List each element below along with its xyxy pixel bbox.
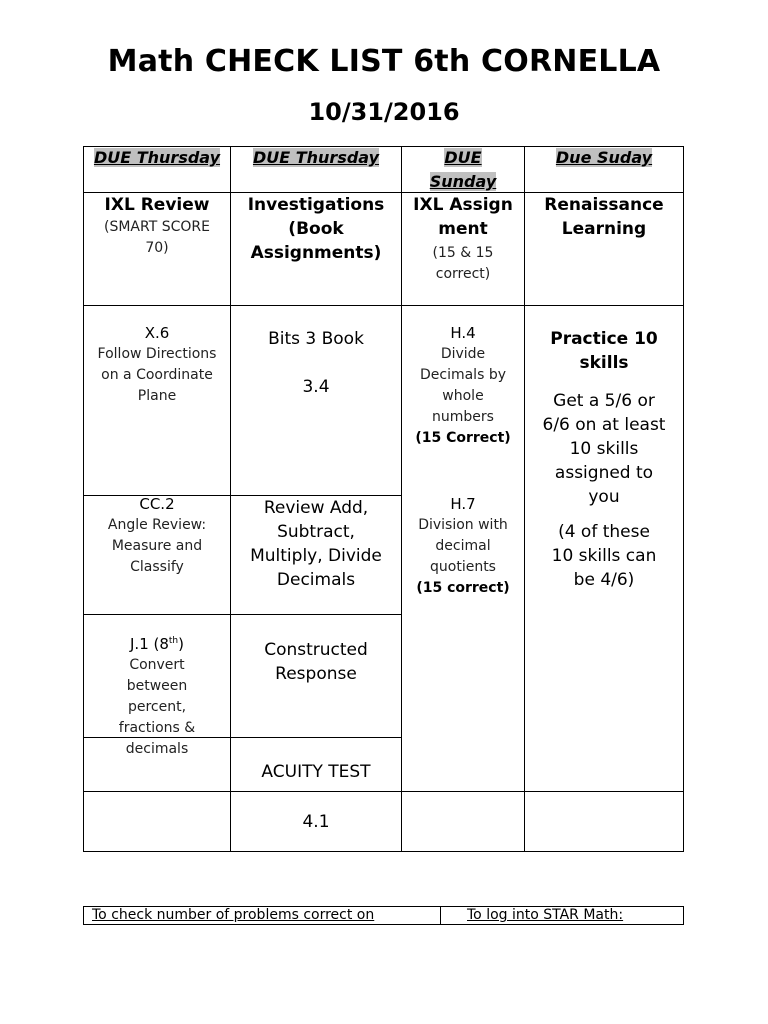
ixl-assignment-heading: IXL Assignment xyxy=(413,195,513,239)
skill-code: H.4 xyxy=(450,324,476,342)
ixl-review-heading: IXL Review xyxy=(104,195,210,215)
practice-skills-label: Practice 10 skills xyxy=(550,329,658,373)
ixl-item-h4 xyxy=(402,323,524,449)
header-col4: Due Suday xyxy=(555,148,653,167)
ixl-item-x6 xyxy=(84,323,230,407)
investigations-heading-cell xyxy=(231,193,401,265)
investigations-heading: Investigations (Book Assignments) xyxy=(247,195,385,263)
review-decimals-label: Review Add, Subtract, Multiply, Divide Decimals xyxy=(250,498,382,590)
renaissance-heading-cell xyxy=(525,193,683,241)
skill-code: CC.2 xyxy=(139,495,175,513)
section-41-label: 4.1 xyxy=(302,812,330,832)
section-41-item xyxy=(231,810,401,834)
renaissance-heading: Renaissance Learning xyxy=(544,195,664,239)
skill-code: H.7 xyxy=(450,495,476,513)
bits-book-section: 3.4 xyxy=(302,377,330,397)
constructed-response-item xyxy=(231,638,401,686)
acuity-test-item xyxy=(231,760,401,784)
score-exception-text: (4 of these 10 skills can be 4/6) xyxy=(551,522,657,590)
ixl-assignment-heading-cell xyxy=(402,193,524,285)
review-decimals-item xyxy=(231,496,401,592)
star-math-login-link[interactable]: To log into STAR Math: xyxy=(467,907,624,923)
skill-requirement: (15 Correct) xyxy=(415,430,511,446)
ixl-review-heading-cell xyxy=(84,193,230,259)
ixl-assignment-note: (15 & 15 correct) xyxy=(432,245,494,282)
skill-requirement: (15 correct) xyxy=(416,580,510,596)
skill-description: Angle Review: Measure and Classify xyxy=(107,517,207,575)
check-problems-link[interactable]: To check number of problems correct on xyxy=(92,907,375,923)
skill-description: Convert between percent, fractions & decimals xyxy=(118,657,196,757)
skill-description: Division with decimal quotients xyxy=(418,517,508,575)
smart-score-note: (SMART SCORE 70) xyxy=(104,219,210,256)
skill-description: Divide Decimals by whole numbers xyxy=(419,346,506,425)
renaissance-instructions xyxy=(525,327,683,592)
skill-description: Follow Directions on a Coordinate Plane xyxy=(97,346,217,404)
bits-book-label: Bits 3 Book xyxy=(268,329,364,349)
checklist-table xyxy=(83,146,684,852)
skill-code: J.1 (8th) xyxy=(130,635,184,653)
ixl-item-h7 xyxy=(402,494,524,599)
header-col2: DUE Thursday xyxy=(252,148,380,167)
skill-code: X.6 xyxy=(144,324,170,342)
ixl-item-cc2 xyxy=(84,494,230,578)
page-title: Math CHECK LIST 6th CORNELLA xyxy=(107,44,661,79)
ixl-item-j1 xyxy=(84,631,230,760)
header-col1: DUE Thursday xyxy=(93,148,221,167)
bits-book-item xyxy=(231,327,401,399)
page-date: 10/31/2016 xyxy=(308,98,460,126)
score-requirement-text: Get a 5/6 or 6/6 on at least 10 skills assigned to you xyxy=(542,391,666,507)
footer-links-table xyxy=(83,906,684,925)
header-col3: DUE Sunday xyxy=(429,148,497,191)
acuity-test-label: ACUITY TEST xyxy=(261,762,371,782)
constructed-response-label: Constructed Response xyxy=(264,640,368,684)
